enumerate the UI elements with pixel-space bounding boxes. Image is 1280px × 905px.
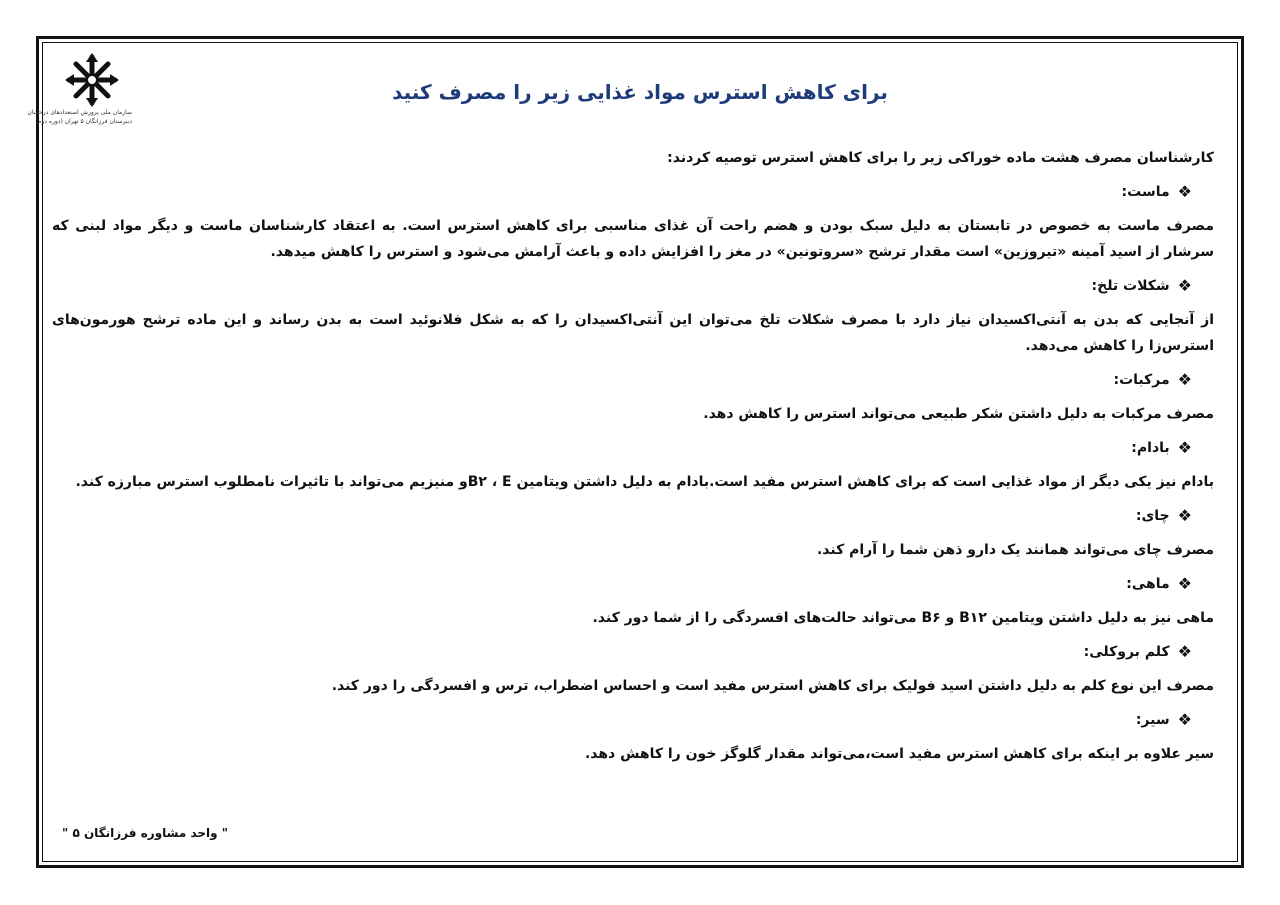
section-heading-label: بادام: [1131,440,1170,456]
logo-text-line1: سازمان ملی پرورش استعدادهای درخشان [27,109,132,116]
section-heading [52,435,1214,461]
footer-credit: " واحد مشاوره فرزانگان ۵ " [62,826,229,840]
diamond-bullet-icon: ❖ [1177,276,1192,295]
section-heading-label: ماهی: [1126,576,1170,592]
section-heading [52,273,1214,299]
section-heading-label: شکلات تلخ: [1091,278,1170,294]
section-paragraph: ماهی نیز به دلیل داشتن ویتامین B۱۲ و B۶ می‌تواند حالت‌های افسردگی را از شما دور کند. [592,610,1214,626]
snowflake-emblem-icon [64,52,120,108]
section-heading [52,503,1214,529]
section-heading-label: ماست: [1121,184,1170,200]
section-heading [52,179,1214,205]
section-heading-label: مرکبات: [1113,372,1170,388]
section-paragraph: مصرف چای می‌تواند همانند یک دارو ذهن شما را آرام کند. [816,542,1214,558]
section-paragraph: سیر علاوه بر اینکه برای کاهش استرس مفید است،می‌تواند مقدار گلوگز خون را کاهش دهد. [584,746,1214,762]
diamond-bullet-icon: ❖ [1177,642,1192,661]
diamond-bullet-icon: ❖ [1177,438,1192,457]
section-paragraph: بادام نیز یکی دیگر از مواد غذایی است که برای کاهش استرس مفید است.بادام به دلیل داشتن ویتامین B۲ ، Eو منیزیم می‌تواند با تاثیرات نامطلوب استرس مبارزه کند. [75,474,1214,490]
page-title: برای کاهش استرس مواد غذایی زیر را مصرف کنید [392,80,888,104]
school-logo [27,52,132,140]
logo-text-line2: دبیرستان فرزانگان ۵ تهران (دوره دوم) [35,118,132,125]
intro-paragraph: کارشناسان مصرف هشت ماده خوراکی زیر را برای کاهش استرس توصیه کردند: [667,150,1214,166]
diamond-bullet-icon: ❖ [1177,370,1192,389]
section-heading-label: سیر: [1135,712,1170,728]
section-paragraph: از آنجایی که بدن به آنتی‌اکسیدان نیاز دارد با مصرف شکلات تلخ می‌توان این آنتی‌اکسیدان را که به شکل فلانوئید است به بدن رساند و این ماده ترشح هورمون‌های استرس‌زا را کاهش می‌دهد. [52,312,1214,354]
section-heading [52,707,1214,733]
section-paragraph: مصرف مرکبات به دلیل داشتن شکر طبیعی می‌تواند استرس را کاهش دهد. [703,406,1214,422]
section-heading [52,639,1214,665]
section-heading-label: چای: [1135,508,1170,524]
section-paragraph: مصرف این نوع کلم به دلیل داشتن اسید فولیک برای کاهش استرس مفید است و احساس اضطراب، ترس و افسردگی را دور کند. [331,678,1214,694]
section-heading [52,571,1214,597]
diamond-bullet-icon: ❖ [1177,574,1192,593]
section-heading [52,367,1214,393]
section-heading-label: کلم بروکلی: [1083,644,1170,660]
diamond-bullet-icon: ❖ [1177,710,1192,729]
article-body [52,145,1214,767]
diamond-bullet-icon: ❖ [1177,506,1192,525]
section-paragraph: مصرف ماست به خصوص در تابستان به دلیل سبک بودن و هضم راحت آن غذای مناسبی برای کاهش استرس است. به اعتقاد کارشناسان ماست و دیگر مواد لبنی که سرشار از اسید آمینه «تیروزین» است مقدار ترشح «سروتونین» در مغز را افزایش داده و باعث آرامش می‌شود و استرس را کاهش میدهد. [52,218,1214,260]
diamond-bullet-icon: ❖ [1177,182,1192,201]
